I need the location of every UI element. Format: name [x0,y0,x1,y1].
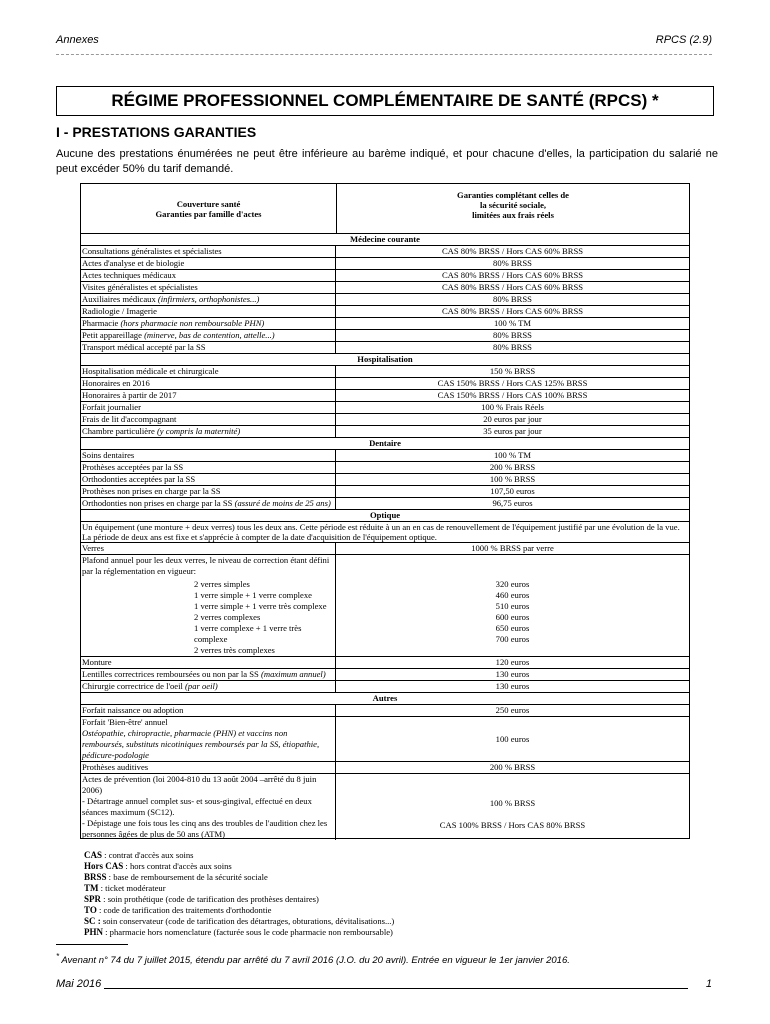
guarantees-table [80,183,690,839]
row-label-text: Forfait 'Bien-être' annuel [82,717,168,727]
row-label-text: Chirurgie correctrice de l'oeil [82,681,183,691]
table-row [81,669,689,681]
row-value: 80% BRSS [493,258,532,268]
legend-item [84,927,394,938]
table-row [81,330,689,342]
row-label [81,498,336,509]
header-divider [56,54,712,55]
footer-date: Mai 2016 [56,978,102,990]
table-row [81,462,689,474]
table-row [81,390,689,402]
row-label [81,717,336,761]
row-label [81,342,336,353]
legend-abbr: Hors CAS [84,861,124,871]
category-medecine: Médecine courante [81,234,689,246]
row-value: 107,50 euros [490,486,535,496]
legend-item [84,905,394,916]
table-row [81,246,689,258]
row-label-italic: (infirmiers, orthophonistes...) [157,294,260,304]
medecine-rows [81,246,689,354]
legend-text: : pharmacie hors nomenclature (facturée sous le code pharmacie non remboursable) [103,927,393,937]
row-label [81,450,336,461]
legend-text: : hors contrat d'accès aux soins [123,861,232,871]
depistage-value: CAS 100% BRSS / Hors CAS 80% BRSS [439,820,586,830]
row-label [81,366,336,377]
row-label-italic: (assuré de moins de 25 ans) [234,498,331,508]
row-label-text: Radiologie / Imagerie [82,306,157,316]
row-label [81,462,336,473]
plafond-cell [81,555,336,656]
row-label [81,258,336,269]
plafond-item-label: 1 verre complexe + 1 verre très complexe [194,623,302,644]
row-value: 100 % Frais Réels [481,402,544,412]
row-value: 20 euros par jour [483,414,542,424]
table-row [81,681,689,693]
legend-abbr: PHN [84,927,103,937]
head-left-line-1: Couverture santé [176,198,241,209]
dentaire-rows [81,450,689,510]
legend-abbr: SPR [84,894,102,904]
row-value: 250 euros [495,705,530,715]
legend-abbr: BRSS [84,872,107,882]
header-right: RPCS (2.9) [655,34,712,46]
row-label-text: Soins dentaires [82,450,135,460]
row-value: 130 euros [495,669,530,679]
table-row [81,366,689,378]
row-value: 200 % BRSS [489,462,536,472]
row-label-italic: (minerve, bas de contention, attelle...) [144,330,275,340]
row-label [81,390,336,401]
category-hospitalisation: Hospitalisation [81,354,689,366]
footnote-star: * [56,952,60,961]
prevention-label: Actes de prévention (loi 2004-810 du 13 août 2004 –arrêté du 8 juin 2006) [82,774,317,795]
row-label-text: Hospitalisation médicale et chirurgicale [82,366,219,376]
row-label [81,270,336,281]
row-label: Forfait naissance ou adoption [81,705,336,716]
row-label-text: Petit appareillage [82,330,142,340]
row-value: 100 euros [495,733,530,744]
table-row [81,657,689,669]
table-row [81,498,689,510]
row-value: 200 % BRSS [489,762,536,772]
row-label-text: Actes d'analyse et de biologie [82,258,185,268]
legend-abbr: CAS [84,850,103,860]
plafond-item-label: 1 verre simple + 1 verre complexe [194,590,312,600]
table-row [81,474,689,486]
row-label [81,426,336,437]
row-label-text: Frais de lit d'accompagnant [82,414,177,424]
row-label-text: Consultations généralistes et spécialistes [82,246,222,256]
table-row [81,426,689,438]
spacer [336,809,689,820]
row-label-text: Visites généralistes et spécialistes [82,282,198,292]
row-label-italic: (maximum annuel) [261,669,326,679]
row-label [81,414,336,425]
row-label [81,246,336,257]
row-label-text: Auxiliaires médicaux [82,294,156,304]
legend-item [84,894,394,905]
row-value: CAS 80% BRSS / Hors CAS 60% BRSS [441,282,584,292]
plafond-label: Plafond annuel pour les deux verres, le niveau de correction étant défini par la réglementation en vigueur: [82,555,330,576]
head-right-line-1: Garanties complétant celles de [457,189,569,200]
row-value: 80% BRSS [493,342,532,352]
row-value: CAS 150% BRSS / Hors CAS 125% BRSS [437,378,588,388]
legend-item [84,883,394,894]
row-value: CAS 80% BRSS / Hors CAS 60% BRSS [441,246,584,256]
category-autres: Autres [81,693,689,705]
detartrage-label: - Détartrage annuel complet sus- et sous-gingival, effectué en deux séances maximum (SC12). [82,796,312,817]
category-optique: Optique [81,510,689,522]
legend-item [84,916,394,927]
legend-abbr: TM [84,883,99,893]
table-row [81,258,689,270]
table-row [81,294,689,306]
table-row [81,486,689,498]
row-label [81,282,336,293]
row-label [81,318,336,329]
table-row [81,306,689,318]
plafond-item-value: 320 euros [495,579,530,589]
row-label [81,681,336,692]
plafond-item-value: 600 euros [495,612,530,622]
row-value: 1000 % BRSS par verre [471,543,554,553]
hospitalisation-rows [81,366,689,438]
row-label-text: Actes techniques médicaux [82,270,177,280]
row-label-text: Orthodonties non prises en charge par la SS [82,498,233,508]
document-title: RÉGIME PROFESSIONNEL COMPLÉMENTAIRE DE SANTÉ (RPCS) * [56,86,714,116]
table-row [81,282,689,294]
plafond-item-label: 2 verres très complexes [194,645,275,655]
row-value: 96,75 euros [492,498,533,508]
table-row [81,270,689,282]
row-label-italic: Ostéopathie, chiropractie, pharmacie (PHN) et vaccins non remboursés, substituts nicotiniques remboursés par la SS, étiopathie, pédicure-podologie [82,728,320,760]
row-label [81,330,336,341]
legend-text: soin conservateur (code de tarification des détartrages, obturations, dévitalisations...) [100,916,395,926]
row-label [81,378,336,389]
legend-text: : soin prothétique (code de tarification des prothèses dentaires) [101,894,319,904]
row-label [81,294,336,305]
table-row [81,378,689,390]
table-row [81,318,689,330]
head-left-line-2: Garanties par famille d'actes [155,208,262,219]
table-row [81,450,689,462]
row-label: Monture [81,657,336,668]
row-value: CAS 80% BRSS / Hors CAS 60% BRSS [441,270,584,280]
table-row [81,717,689,762]
row-label-text: Lentilles correctrices remboursées ou non par la SS [82,669,259,679]
plafond-item-value: 650 euros [495,623,530,633]
row-label [81,774,336,840]
row-label-text: Forfait journalier [82,402,141,412]
row-value: 130 euros [495,681,530,691]
header-left: Annexes [56,34,99,46]
footnote [56,952,570,966]
row-value: 80% BRSS [493,330,532,340]
page-number: 1 [705,978,712,990]
footer-line [104,988,688,989]
row-value: 35 euros par jour [483,426,542,436]
legend-text: : code de tarification des traitements d'orthodontie [96,905,272,915]
head-right-line-3: limitées aux frais réels [472,209,554,220]
row-value: 80% BRSS [493,294,532,304]
intro-paragraph: Aucune des prestations énumérées ne peut être inférieure au barème indiqué, et pour chacune d'elles, la participation du salarié ne peut excéder 50% du tarif demandé. [56,148,718,175]
table-header [81,184,689,234]
category-dentaire: Dentaire [81,438,689,450]
row-value: 120 euros [495,657,530,667]
page-header [56,34,712,48]
table-header-left [81,184,337,233]
row-value [336,774,689,840]
legend-item [84,872,394,883]
plafond-item-label: 1 verre simple + 1 verre très complexe [194,601,327,611]
plafond-item-value: 700 euros [495,634,530,644]
table-row [81,342,689,354]
row-value: CAS 150% BRSS / Hors CAS 100% BRSS [437,390,588,400]
head-right-line-2: la sécurité sociale, [479,199,547,210]
legend-text: : contrat d'accès aux soins [102,850,194,860]
row-value: 100 % TM [493,450,532,460]
table-header-right [337,184,689,233]
row-label: Verres [81,543,336,554]
abbreviation-legend [84,850,394,938]
table-row-prevention [81,774,689,840]
row-label-text: Orthodonties acceptées par la SS [82,474,196,484]
row-label [81,486,336,497]
legend-text: : ticket modérateur [98,883,166,893]
plafond-item-value: 510 euros [495,601,530,611]
row-label-text: Pharmacie [82,318,119,328]
detartrage-value: 100 % BRSS [489,798,536,808]
row-label-text: Honoraires à partir de 2017 [82,390,177,400]
row-value: CAS 80% BRSS / Hors CAS 60% BRSS [441,306,584,316]
legend-abbr: TO [84,905,97,915]
plafond-item-label: 2 verres simples [194,579,250,589]
row-label-text: Prothèses acceptées par la SS [82,462,184,472]
footnote-divider [56,944,128,945]
row-label-text: Transport médical accepté par la SS [82,342,206,352]
row-value: 100 % TM [493,318,532,328]
row-value: 100 % BRSS [489,474,536,484]
table-row [81,402,689,414]
row-label-text: Honoraires en 2016 [82,378,150,388]
depistage-label: - Dépistage une fois tous les cinq ans des troubles de l'audition chez les personnes âgées de plus de 50 ans (ATM) [82,818,328,839]
section-title: I - PRESTATIONS GARANTIES [56,124,257,140]
row-label [81,402,336,413]
plafond-item-value: 460 euros [495,590,530,600]
plafond-values-list [336,579,689,645]
row-label-text: Prothèses non prises en charge par la SS [82,486,221,496]
row-value: 150 % BRSS [489,366,536,376]
table-row [81,762,689,774]
table-row [81,705,689,717]
table-row-plafond [81,555,689,657]
legend-item [84,850,394,861]
row-label-italic: (y compris la maternité) [156,426,241,436]
table-row [81,414,689,426]
plafond-item-label: 2 verres complexes [194,612,261,622]
plafond-values [336,555,689,656]
row-label: Prothèses auditives [81,762,336,773]
row-label-italic: (hors pharmacie non remboursable PHN) [120,318,265,328]
row-label-italic: (par oeil) [185,681,218,691]
row-label-text: Chambre particulière [82,426,155,436]
footnote-text: Avenant n° 74 du 7 juillet 2015, étendu par arrêté du 7 avril 2016 (J.O. du 20 avril). Entrée en vigueur le 1er janvier 2016. [61,955,570,967]
plafond-labels [82,579,335,656]
optique-note: Un équipement (une monture + deux verres) tous les deux ans. Cette période est réduite à un an en cas de renouvellement de l'équipement justifié par une évolution de la vue. La période de deux ans est fixe et s'apprécie à compter de la date d'acquisition de l'équipement optique. [81,522,689,543]
table-row [81,543,689,555]
legend-text: : base de remboursement de la sécurité sociale [106,872,268,882]
row-label [81,306,336,317]
row-label [81,669,336,680]
row-label [81,474,336,485]
legend-abbr: SC : [84,916,101,926]
legend-item [84,861,394,872]
